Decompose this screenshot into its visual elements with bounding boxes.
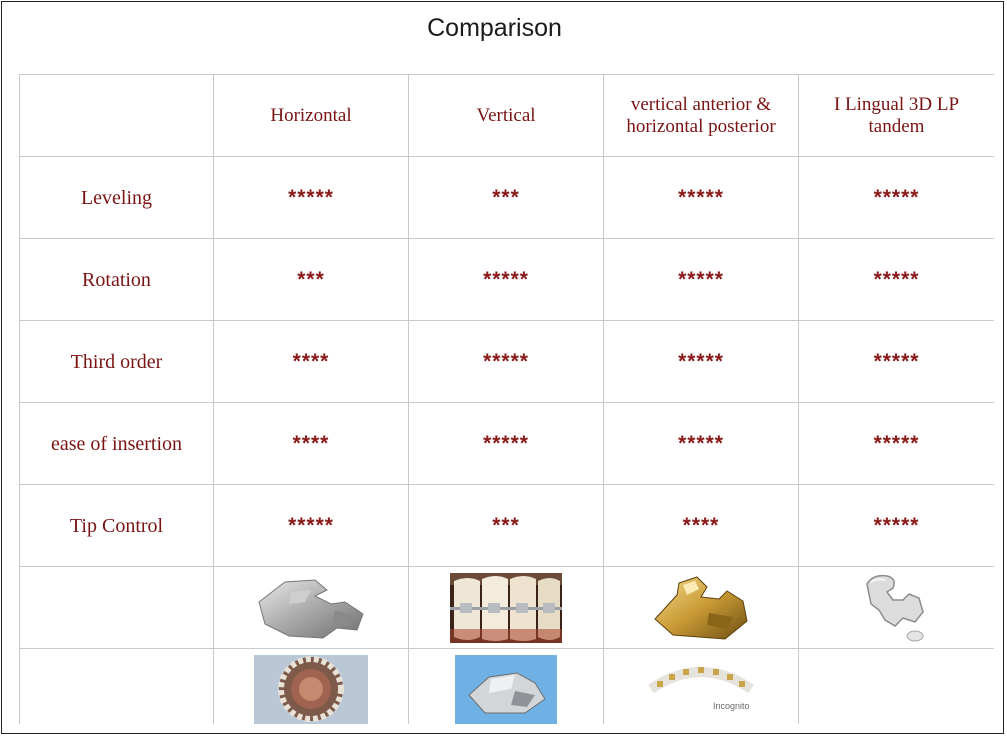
incognito-arch-image (643, 659, 759, 721)
image-cell (214, 649, 409, 725)
corner-cell (20, 75, 214, 157)
horizontal-bracket-image (245, 572, 377, 644)
vertical-bracket-image (455, 655, 557, 725)
rating-cell: ***** (799, 157, 995, 239)
rating-cell: ***** (604, 321, 799, 403)
column-header: vertical anterior & horizontal posterior (604, 75, 799, 157)
image-cell (409, 567, 604, 649)
image-row (20, 567, 995, 649)
table-row (20, 403, 995, 485)
comparison-table-wrapper (19, 74, 994, 724)
incognito-logo-text: Incognito (713, 700, 750, 711)
table-row (20, 321, 995, 403)
page-title: Comparison (427, 14, 562, 42)
empty-cell (20, 649, 214, 725)
rating-cell: ***** (799, 403, 995, 485)
image-cell (214, 567, 409, 649)
image-cell (604, 567, 799, 649)
table-row (20, 239, 995, 321)
column-header: Horizontal (214, 75, 409, 157)
gold-bracket-image (649, 573, 753, 643)
dental-arch-image (254, 655, 368, 725)
image-row (20, 649, 995, 725)
row-label: Third order (20, 321, 214, 403)
rating-cell: ***** (799, 239, 995, 321)
empty-cell (20, 567, 214, 649)
comparison-table (19, 74, 994, 724)
rating-cell: ***** (409, 403, 604, 485)
row-label: Rotation (20, 239, 214, 321)
rating-cell: ***** (409, 321, 604, 403)
row-label: Tip Control (20, 485, 214, 567)
rating-cell: ***** (604, 403, 799, 485)
rating-cell: **** (604, 485, 799, 567)
rating-cell: ***** (799, 485, 995, 567)
row-label: ease of insertion (20, 403, 214, 485)
row-label: Leveling (20, 157, 214, 239)
rating-cell: ***** (214, 157, 409, 239)
column-header: Vertical (409, 75, 604, 157)
image-cell (799, 567, 995, 649)
rating-cell: ***** (409, 239, 604, 321)
rating-cell: ***** (214, 485, 409, 567)
rating-cell: **** (214, 403, 409, 485)
rating-cell: ***** (604, 157, 799, 239)
table-row (20, 157, 995, 239)
rating-cell: ***** (799, 321, 995, 403)
rating-cell: **** (214, 321, 409, 403)
column-header: I Lingual 3D LP tandem (799, 75, 995, 157)
empty-cell (799, 649, 995, 725)
slide-frame (1, 1, 1004, 734)
teeth-with-brackets-image (450, 573, 562, 643)
header-row (20, 75, 995, 157)
rating-cell: *** (214, 239, 409, 321)
table-row (20, 485, 995, 567)
image-cell (604, 649, 799, 725)
rating-cell: *** (409, 485, 604, 567)
lingual-bracket-image (857, 570, 937, 646)
rating-cell: *** (409, 157, 604, 239)
image-cell (409, 649, 604, 725)
rating-cell: ***** (604, 239, 799, 321)
